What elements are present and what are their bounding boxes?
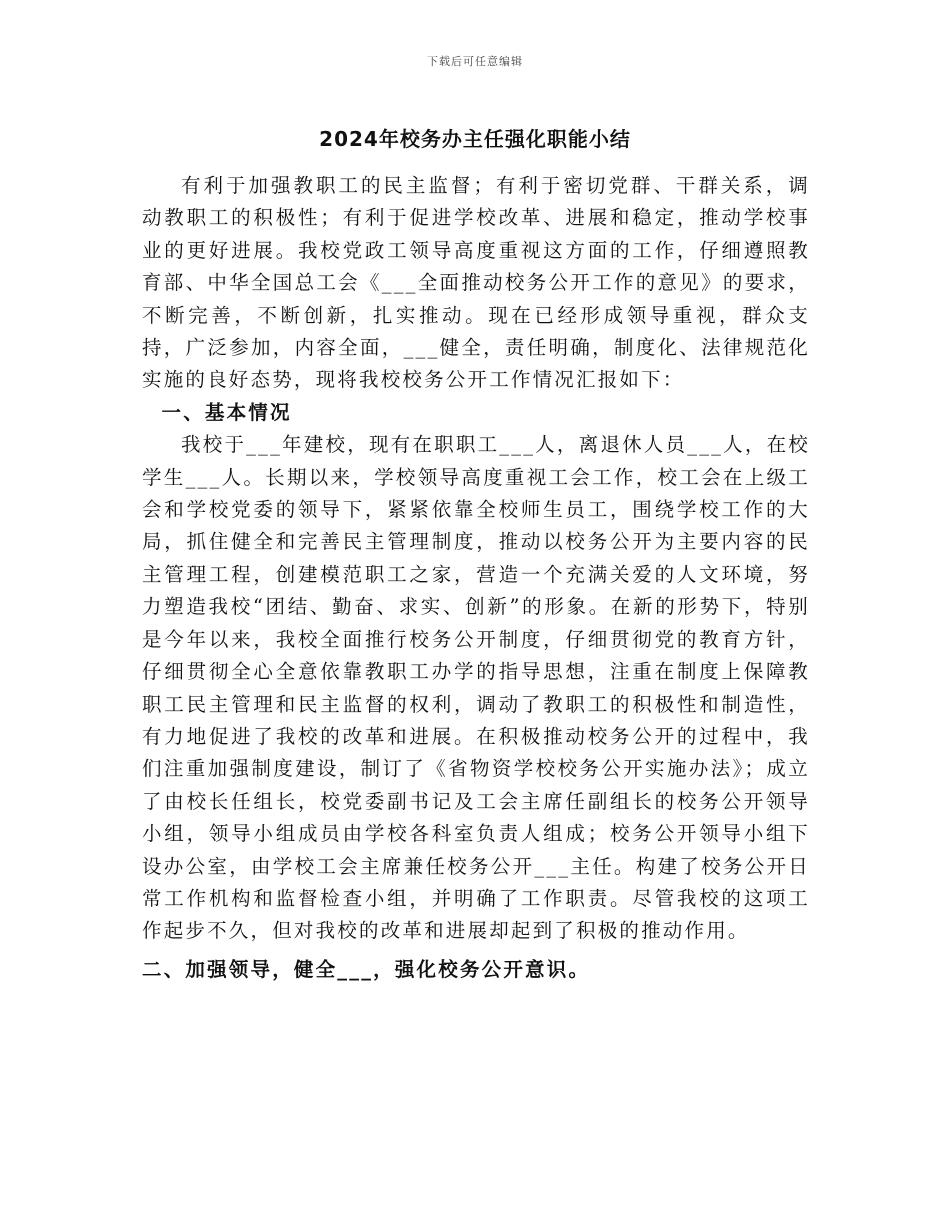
section-heading-leadership: 二、加强领导，健全___，强化校务公开意识。 [142,957,591,981]
header-note: 下载后可任意编辑 [427,55,523,68]
document-title: 2024年校务办主任强化职能小结 [319,127,631,151]
section-heading-basic-info: 一、基本情况 [161,400,292,424]
basic-info-paragraph: 我校于___年建校，现有在职职工___人，离退休人员___人，在校学生___人。长期以来，学校领导高度重视工会工作，校工会在上级工会和学校党委的领导下，紧紧依靠全校师生员工，围绕学校工作的大局，抓住健全和完善民主管理制度，推动以校务公开为主要内容的民主管理工程，创建模范职工之家，营造一个充满关爱的人文环境，努力塑造我校“团结、勤奋、求实、创新”的形象。在新的形势下，特别是今年以来，我校全面推行校务公开制度，仔细贯彻党的教育方针，仔细贯彻全心全意依靠教职工办学的指导思想，注重在制度上保障教职工民主管理和民主监督的权利，调动了教职工的积极性和制造性，有力地促进了我校的改革和进展。在积极推动校务公开的过程中，我们注重加强制度建设，制订了《省物资学校校务公开实施办法》；成立了由校长任组长，校党委副书记及工会主席任副组长的校务公开领导小组，领导小组成员由学校各科室负责人组成；校务公开领导小组下设办公室，由学校工会主席兼任校务公开___主任。构建了校务公开日常工作机构和监督检查小组，并明确了工作职责。尽管我校的这项工作起步不久，但对我校的改革和进展却起到了积极的推动作用。 [142,433,810,943]
document-body [142,170,810,986]
intro-paragraph: 有利于加强教职工的民主监督；有利于密切党群、干群关系，调动教职工的积极性；有利于促进学校改革、进展和稳定，推动学校事业的更好进展。我校党政工领导高度重视这方面的工作，仔细遵照教育部、中华全国总工会《___全面推动校务公开工作的意见》的要求，不断完善，不断创新，扎实推动。现在已经形成领导重视，群众支持，广泛参加，内容全面，___健全，责任明确，制度化、法律规范化实施的良好态势，现将我校校务公开工作情况汇报如下： [142,174,810,392]
